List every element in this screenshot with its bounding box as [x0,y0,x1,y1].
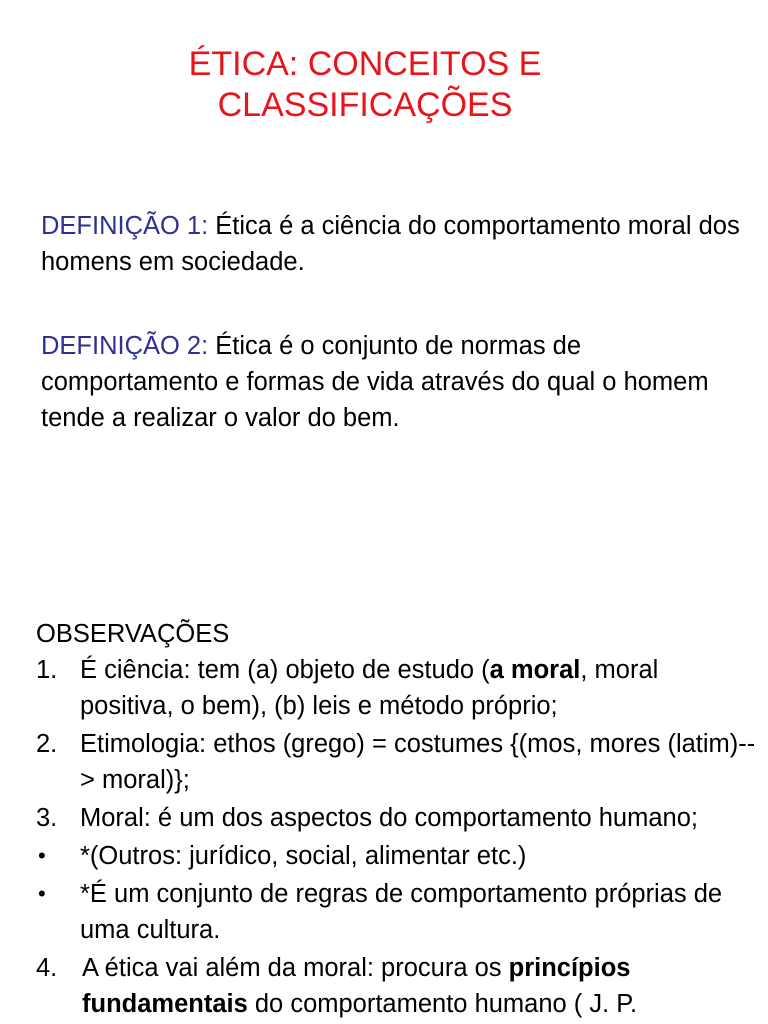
observation-item-4 [36,950,756,1022]
observations-section [36,616,756,1022]
observation-text: Etimologia: ethos (grego) = costumes {(mos, mores (latim)--> moral)}; [80,730,756,794]
list-marker: 2. [36,730,58,758]
observation-bullet-1 [36,838,756,874]
definition-2-text: Ética é o conjunto de normas de comportamento e formas de vida através do qual o homem tende a realizar o valor do bem. [41,332,709,432]
bullet-icon: • [38,843,46,868]
list-marker: 3. [36,804,58,832]
definition-1-text: Ética é a ciência do comportamento moral dos homens em sociedade. [41,212,740,276]
observation-text: Moral: é um dos aspectos do comportamento humano; [80,804,698,832]
observation-text: *(Outros: jurídico, social, alimentar etc.) [80,842,527,870]
observation-item-2 [36,726,756,798]
slide-title [0,44,730,126]
observation-text: , moral positiva, o bem), (b) leis e método próprio; [80,656,659,720]
slide-title-line-2: CLASSIFICAÇÕES [217,86,513,124]
observation-bold-text: a moral [489,656,581,684]
list-marker: 1. [36,656,58,684]
observations-heading: OBSERVAÇÕES [36,620,230,648]
observation-text: *É um conjunto de regras de comportamento próprias de uma cultura. [80,880,723,944]
observation-text: A ética vai além da moral: procura os [82,954,509,982]
definition-2 [41,328,741,436]
observation-item-3 [36,800,756,836]
definition-2-label: DEFINIÇÃO 2: [41,332,209,360]
list-marker: 4. [36,954,58,982]
definition-1 [41,208,741,280]
observation-item-1 [36,652,756,724]
bullet-icon: • [38,881,46,906]
observation-bullet-2 [36,876,756,948]
observation-bold-text: princípios fundamentais [82,954,631,1018]
definition-1-label: DEFINIÇÃO 1: [41,212,209,240]
observation-text: É ciência: tem (a) objeto de estudo ( [80,656,490,684]
observation-text: do comportamento humano ( J. P. [247,990,638,1018]
slide-title-line-1: ÉTICA: CONCEITOS E [188,45,542,83]
